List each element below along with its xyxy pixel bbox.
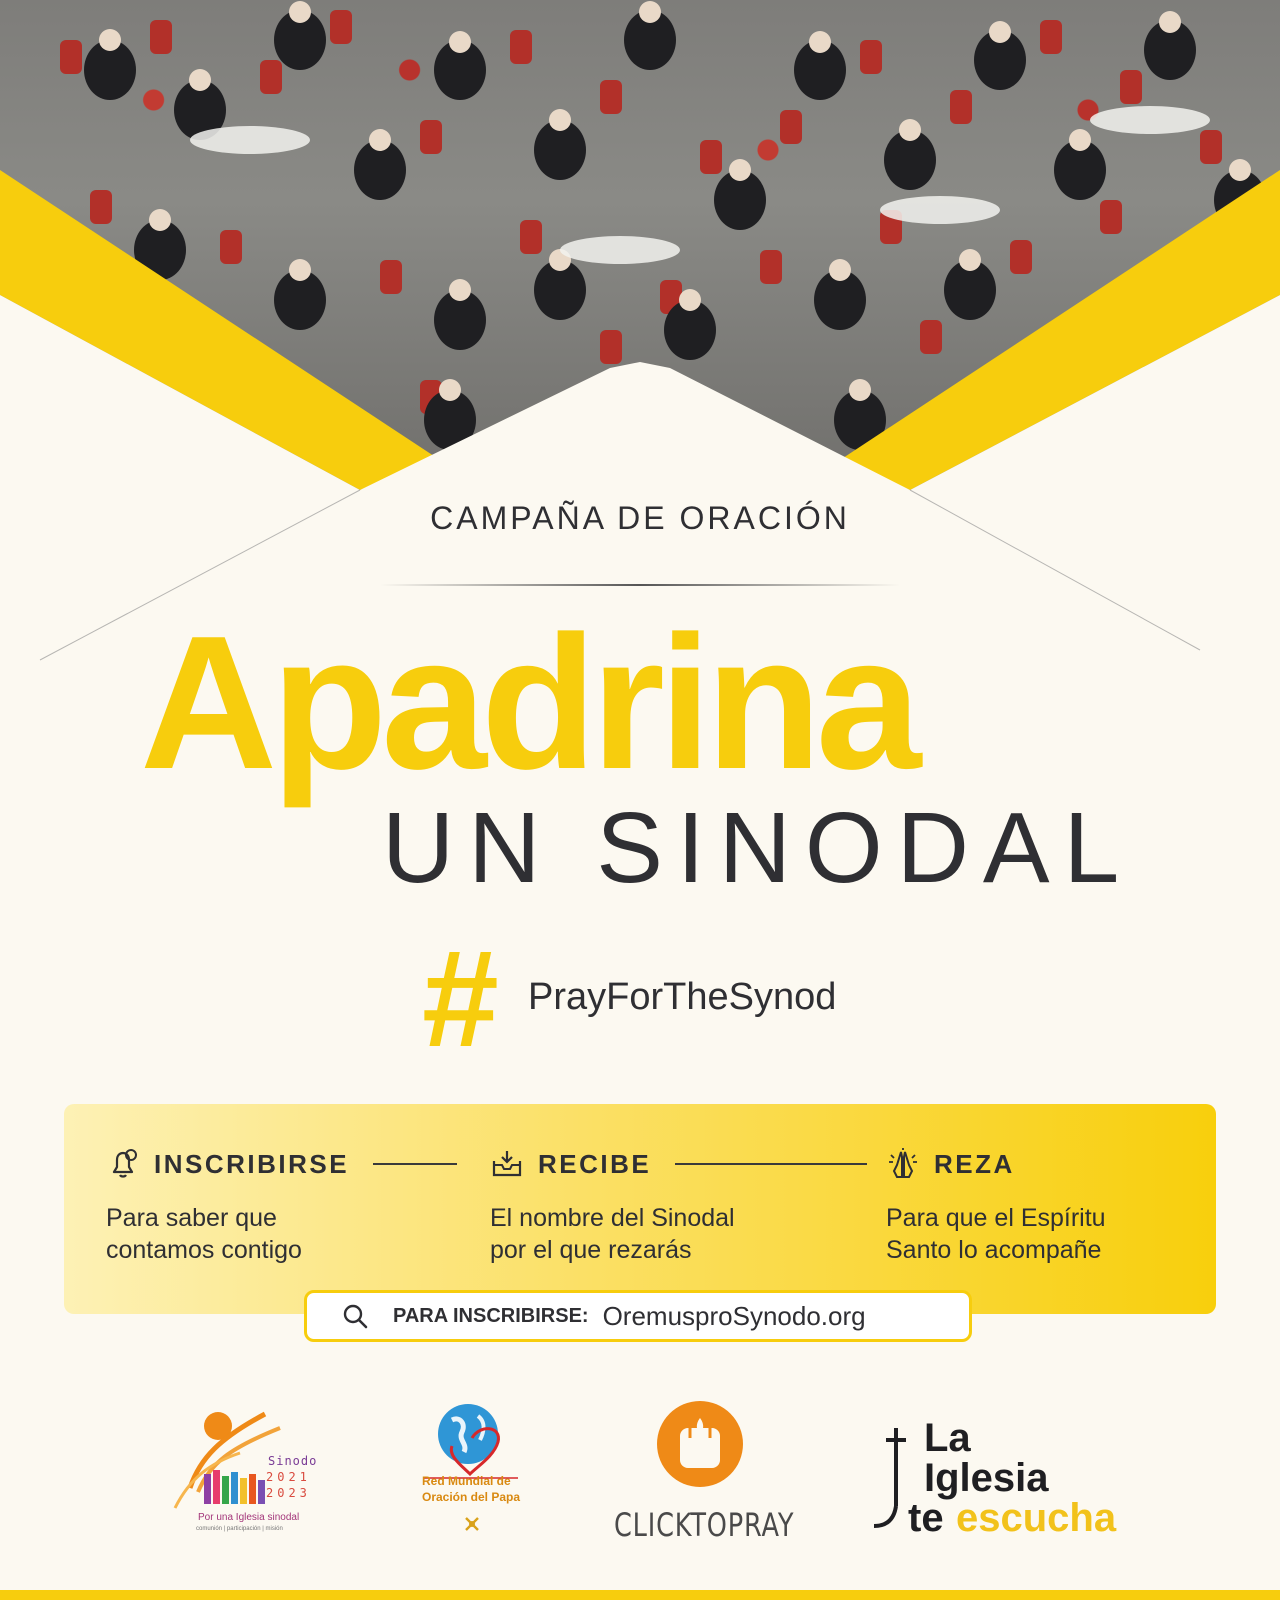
sinodo-word: Sinodo [268, 1454, 318, 1468]
clicktopray-name: CLICKTOPRAY [614, 1506, 795, 1544]
divider-line [380, 584, 900, 586]
sinodo-logo [170, 1408, 330, 1538]
bottom-bar [0, 1590, 1280, 1600]
step-title: INSCRIBIRSE [154, 1148, 350, 1179]
step-connector [373, 1163, 457, 1165]
subheadline: UN SINODAL [382, 792, 1134, 904]
step-inscribirse [106, 1146, 457, 1266]
step-desc-line: Para que el Espíritu [886, 1204, 1106, 1232]
step-desc-line: por el que rezarás [490, 1236, 692, 1264]
step-desc-line: contamos contigo [106, 1236, 302, 1264]
sinodo-tagline: Por una Iglesia sinodal [198, 1512, 300, 1523]
praying-hands-icon [886, 1147, 920, 1181]
steps-box [64, 1104, 1216, 1314]
signup-url[interactable]: OremusproSynodo.org [602, 1300, 866, 1331]
bell-icon [106, 1147, 140, 1181]
step-connector [675, 1163, 867, 1165]
iglesia-line3-te: te [908, 1496, 944, 1540]
red-mundial-line2: Oración del Papa [422, 1490, 521, 1504]
step-title: RECIBE [538, 1148, 652, 1179]
hashtag: PrayForTheSynod [528, 976, 837, 1018]
clicktopray-logo [612, 1400, 802, 1544]
envelope-shape [0, 0, 1280, 700]
campaign-label: CAMPAÑA DE ORACIÓN [430, 500, 850, 536]
step-recibe [490, 1146, 867, 1266]
headline: Apadrina [140, 597, 916, 809]
sinodo-year-start: 2021 [266, 1470, 311, 1484]
step-desc-line: El nombre del Sinodal [490, 1204, 735, 1232]
step-description [106, 1202, 396, 1266]
papal-keys-icon [462, 1514, 482, 1534]
step-title: REZA [934, 1148, 1015, 1179]
inbox-download-icon [490, 1147, 524, 1181]
iglesia-line2: Iglesia [924, 1456, 1049, 1500]
iglesia-line3-escucha: escucha [956, 1496, 1117, 1540]
iglesia-line1: La [924, 1416, 971, 1460]
step-description [886, 1202, 1176, 1266]
red-mundial-logo [422, 1400, 522, 1540]
signup-label: PARA INSCRIBIRSE: [393, 1304, 589, 1327]
search-icon [341, 1302, 369, 1330]
cross-icon [872, 1426, 912, 1536]
hash-icon: # [420, 922, 497, 1076]
step-reza [886, 1146, 1176, 1266]
candle-icon [656, 1400, 744, 1488]
step-desc-line: Para saber que [106, 1204, 277, 1232]
signup-link[interactable] [304, 1290, 972, 1342]
red-mundial-line1: Red Mundial de [422, 1474, 511, 1488]
step-description [490, 1202, 780, 1266]
la-iglesia-te-escucha-logo [872, 1418, 1132, 1548]
sinodo-year-end: 2023 [266, 1486, 311, 1500]
sinodo-subtagline: comunión | participación | misión [196, 1526, 283, 1532]
step-desc-line: Santo lo acompañe [886, 1236, 1102, 1264]
